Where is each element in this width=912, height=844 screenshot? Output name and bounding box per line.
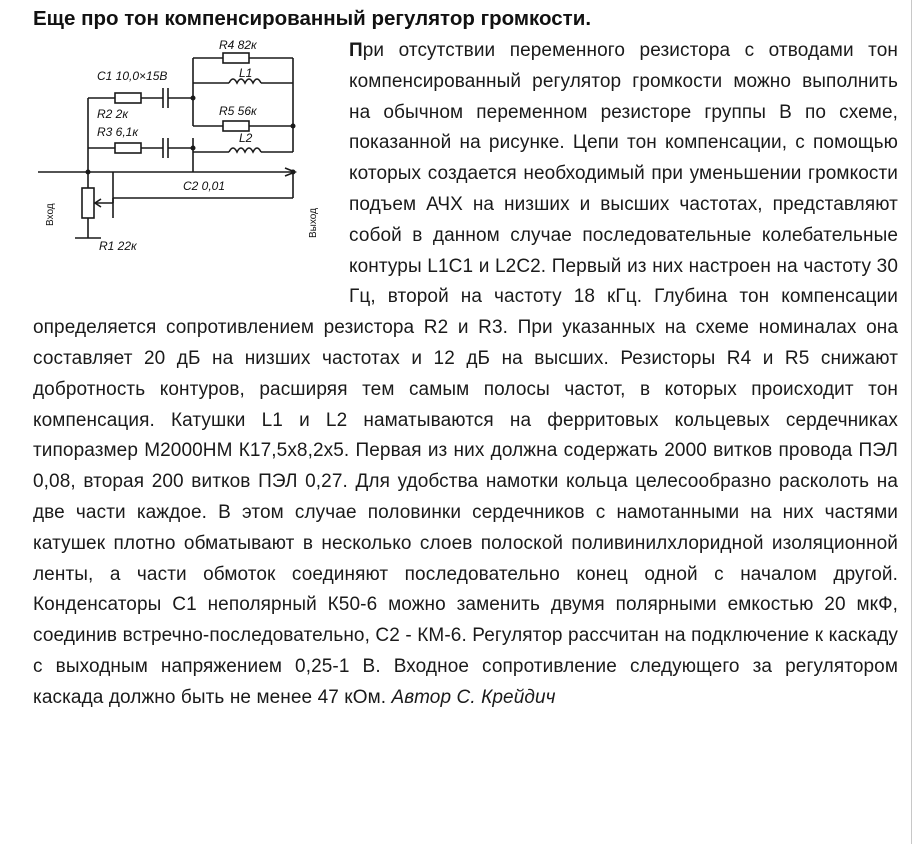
label-r1: R1 22к <box>99 239 137 253</box>
article-dropcap: П <box>349 40 363 61</box>
article-body-text: ри отсутствии переменного резистора с отводами тон компенсированный регулятор громкости можно выполнить на обычном переменном резисторе группы В по схеме, показанной на рисунке. Цепи тон компенсации, с помощью которых создается необходимый при уменьшении громкости подъем АЧХ на низших и высших частотах, представляют собой в данном случае последовательные колебательные контуры L1C1 и L2C2. Первый из них настроен на частоту 30 Гц, второй на частоту 18 кГц. Глубина тон компенсации определяется сопротивлением резистора R2 и R3. При указанных на схеме номиналах она составляет 20 дБ на низших частотах и 12 дБ на высших. Резисторы R4 и R5 снижают добротность контуров, расширяя тем самым полосы частот, в которых происходит тон компенсация. Катушки L1 и L2 наматываются на ферритовых кольцевых сердечниках типоразмер М2000НМ К17,5х8,2х5. Первая из них должна содержать 2000 витков провода ПЭЛ 0,08, вторая 200 витков ПЭЛ 0,27. Для удобства намотки кольца целесообразно расколоть на две части каждое. В этом случае половинки сердечников с намотанными на них частями катушек плотно обматывают в несколько слоев полоской поливинилхлоридной изоляционной ленты, а части обмоток соединяют последовательно конец одной с началом другой. Конденсаторы С1 неполярный К50-6 можно заменить двумя полярными емкостью 20 мкФ, соединив встречно-последовательно, С2 - КМ-6. Регулятор рассчитан на подключение к каскаду с выходным напряжением 0,25-1 В. Входное сопротивление следующего за регулятором каскада должно быть не менее 47 кОм. <box>33 40 898 708</box>
label-l2: L2 <box>239 131 253 145</box>
label-c1: C1 10,0×15В <box>97 69 168 83</box>
label-c2: C2 0,01 <box>183 179 226 193</box>
label-l1: L1 <box>239 66 253 80</box>
article-title: Еще про тон компенсированный регулятор громкости. <box>33 7 592 30</box>
tone-compensation-schematic <box>33 38 333 288</box>
label-r2: R2 2к <box>97 107 129 121</box>
label-output: Выход <box>308 208 319 238</box>
label-r5: R5 56к <box>219 104 257 118</box>
article <box>33 0 898 714</box>
article-author: Автор С. Крейдич <box>391 686 556 708</box>
label-input: Вход <box>45 203 56 226</box>
schematic-diagram <box>33 38 333 288</box>
label-r4: R4 82к <box>219 38 257 52</box>
label-r3: R3 6,1к <box>97 125 139 139</box>
